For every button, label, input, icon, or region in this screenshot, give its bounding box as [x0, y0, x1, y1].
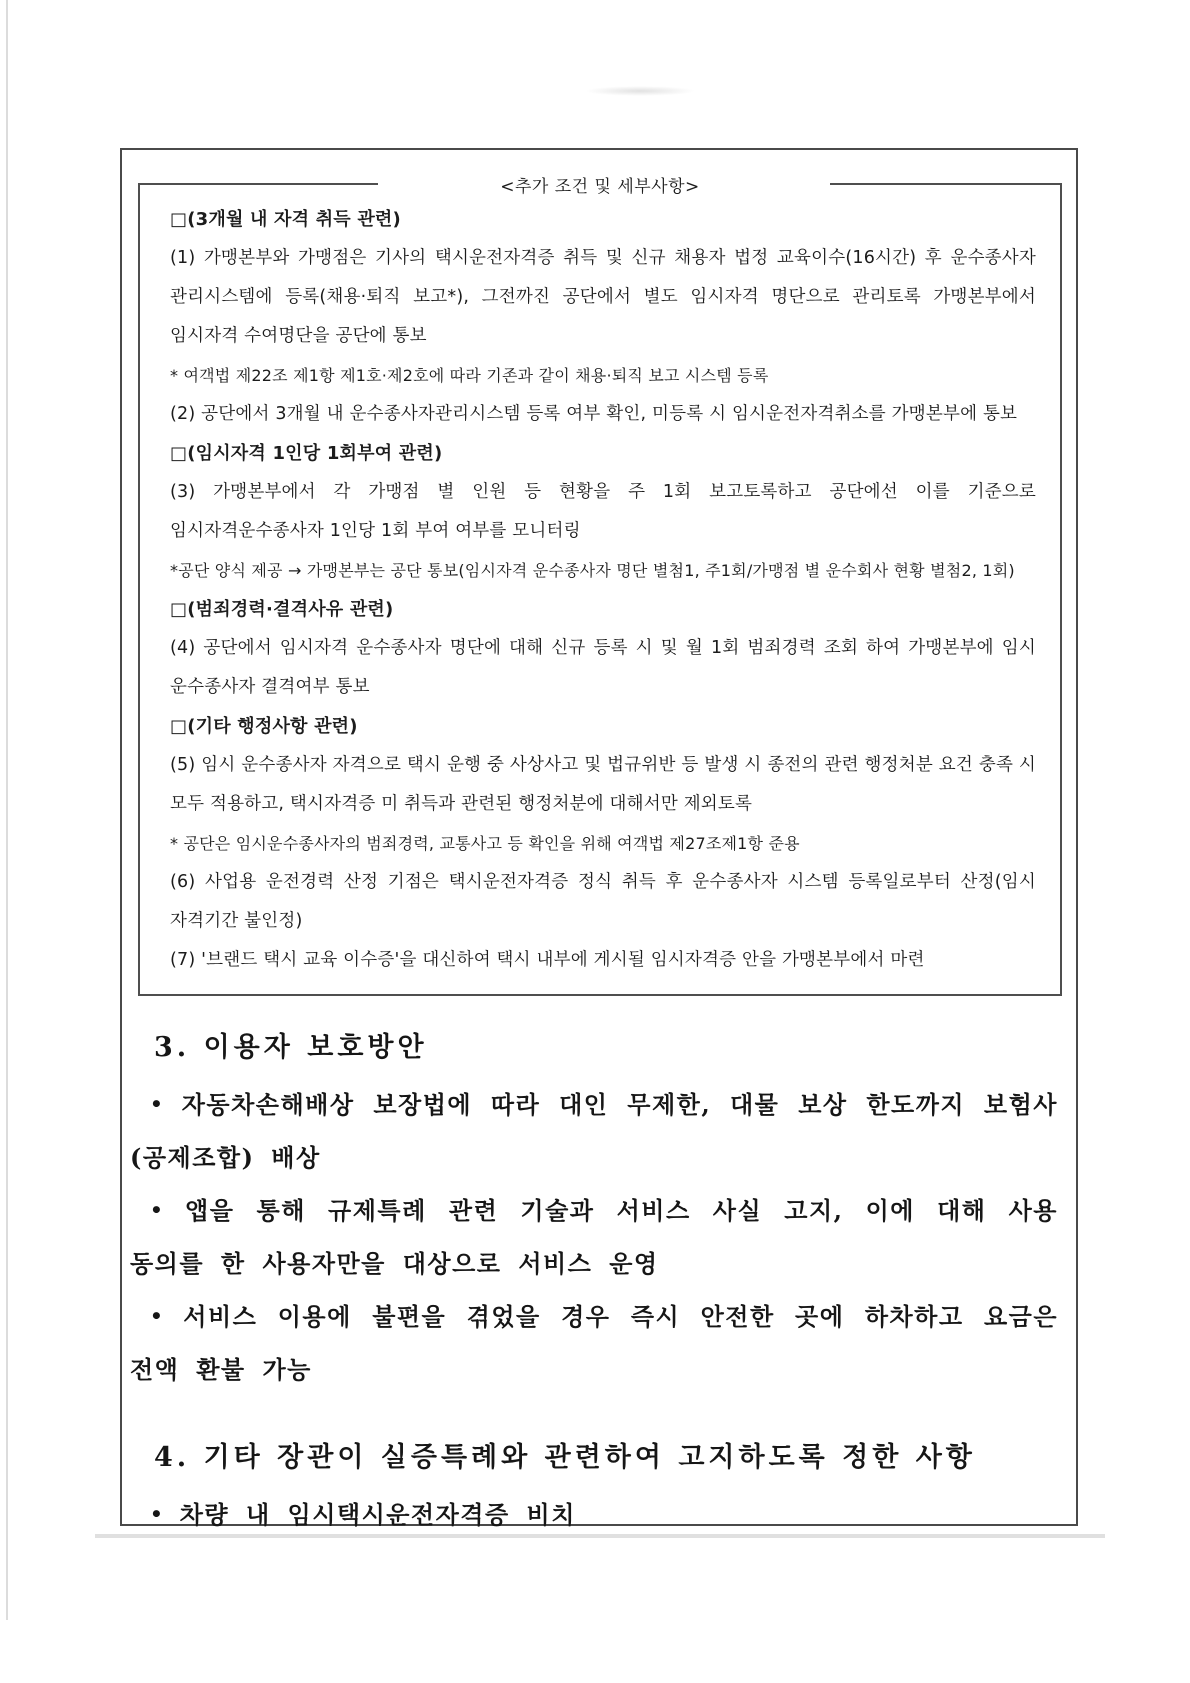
box-note-line: * 공단은 임시운수종사자의 범죄경력, 교통사고 등 확인을 위해 여객법 제27조제1항 준용	[170, 834, 800, 853]
bullet-icon: •	[150, 1502, 180, 1526]
bullet-icon: •	[150, 1304, 184, 1328]
box-para-line: (4) 공단에서 임시자격 운수종사자 명단에 대해 신규 등록 시 및 월 1회 범죄경력 조회 하여 가맹본부에 임시 운수종사자 결격여부 통보	[170, 638, 1036, 697]
page-rule-box	[120, 148, 1078, 1529]
box-title: <추가 조건 및 세부사항>	[500, 177, 700, 197]
box-para-line: (7) '브랜드 택시 교육 이수증'을 대신하여 택시 내부에 게시될 임시자격증 안을 가맹본부에서 마련	[170, 950, 925, 970]
bullet-text: 차량 내 임시택시운전자격증 비치	[179, 1500, 576, 1529]
bullet-text: 앱을 통해 규제특례 관련 기술과 서비스 사실 고지, 이에 대해 사용 동의를 한 사용자만을 대상으로 서비스 운영	[130, 1196, 1058, 1278]
bullet-icon: •	[150, 1198, 186, 1222]
box-para-line: (3) 가맹본부에서 각 가맹점 별 인원 등 현황을 주 1회 보고토록하고 공단에선 이를 기준으로 임시자격운수종사자 1인당 1회 부여 여부를 모니터링	[170, 482, 1036, 541]
bullet-item	[130, 1290, 1058, 1396]
bullet-icon: •	[150, 1092, 182, 1116]
box-para-line: (6) 사업용 운전경력 산정 기점은 택시운전자격증 정식 취득 후 운수종사자 시스템 등록일로부터 산정(임시 자격기간 불인정)	[170, 872, 1036, 931]
box-heading-line: □(기타 행정사항 관련)	[170, 716, 358, 737]
box-heading-line: □(범죄경력·결격사유 관련)	[170, 599, 394, 620]
box-note-line: *공단 양식 제공 → 가맹본부는 공단 통보(임시자격 운수종사자 명단 별첨1, 주1회/가맹점 별 운수회사 현황 별첨2, 1회)	[170, 561, 1015, 580]
section4-heading: 4. 기타 장관이 실증특례와 관련하여 고지하도록 정한 사항	[154, 1442, 976, 1473]
additional-conditions-box	[138, 177, 1062, 996]
box-content	[140, 185, 1060, 994]
box-para-line: (2) 공단에서 3개월 내 운수종사자관리시스템 등록 여부 확인, 미등록 시 임시운전자격취소를 가맹본부에 통보	[170, 404, 1018, 424]
scan-smudge-artifact	[585, 86, 695, 96]
box-para-line: (1) 가맹본부와 가맹점은 기사의 택시운전자격증 취득 및 신규 채용자 법정 교육이수(16시간) 후 운수종사자 관리시스템에 등록(채용·퇴직 보고*), 그전까진 공단에서 별도 임시자격 명단으로 관리토록 가맹본부에서 임시자격 수여명단을 공단에 통보	[170, 248, 1036, 346]
bullet-item	[130, 1078, 1058, 1184]
box-heading-line: □(임시자격 1인당 1회부여 관련)	[170, 443, 443, 464]
section3-heading: 3. 이용자 보호방안	[154, 1032, 428, 1063]
section3-bullets	[130, 1078, 1058, 1396]
section-gap	[130, 1396, 1058, 1436]
section4-bullets	[130, 1488, 1058, 1541]
bullet-text: 자동차손해배상 보장법에 따라 대인 무제한, 대물 보상 한도까지 보험사(공제조합) 배상	[130, 1090, 1058, 1172]
box-para-line: (5) 임시 운수종사자 자격으로 택시 운행 중 사상사고 및 법규위반 등 발생 시 종전의 관련 행정처분 요건 충족 시 모두 적용하고, 택시자격증 미 취득과 관련된 행정처분에 대해서만 제외토록	[170, 755, 1036, 814]
handwritten-sections	[130, 1026, 1058, 1541]
scan-edge-artifact	[6, 0, 8, 1620]
bullet-item	[130, 1488, 1058, 1541]
bullet-text: 서비스 이용에 불편을 겪었을 경우 즉시 안전한 곳에 하차하고 요금은 전액 환불 가능	[130, 1302, 1058, 1384]
box-note-line: * 여객법 제22조 제1항 제1호·제2호에 따라 기존과 같이 채용·퇴직 보고 시스템 등록	[170, 366, 769, 385]
bullet-item	[130, 1184, 1058, 1290]
box-heading-line: □(3개월 내 자격 취득 관련)	[170, 209, 401, 230]
